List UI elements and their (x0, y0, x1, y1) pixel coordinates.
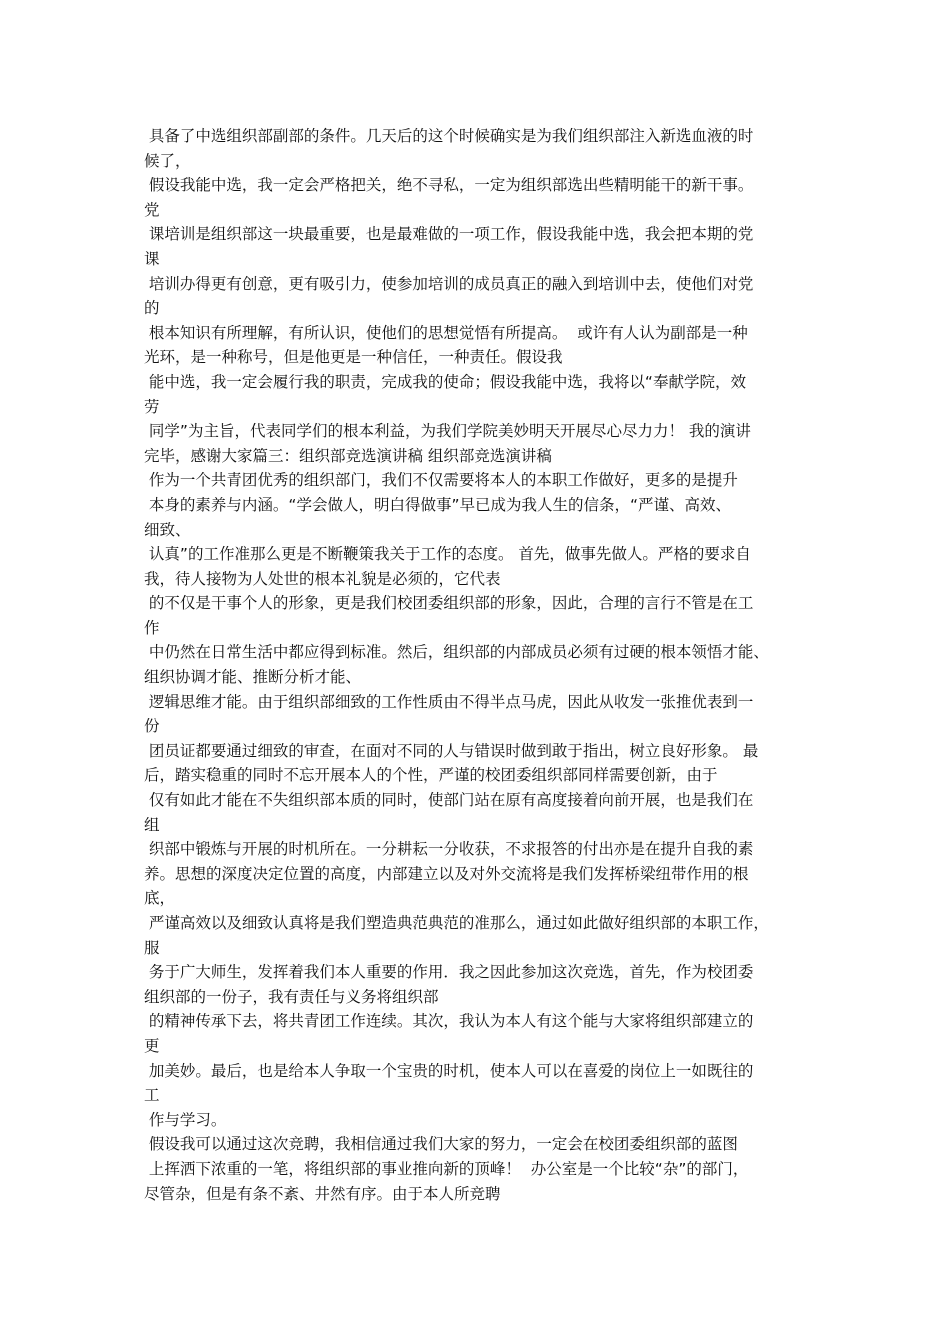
document-body (144, 124, 826, 1206)
text-line: 上挥洒下浓重的一笔，将组织部的事业推向新的顶峰！ 办公室是一个比较“杂”的部门， (144, 1159, 749, 1178)
text-line: 组织协调才能、推断分析才能、 (144, 668, 362, 687)
text-line: 完毕，感谢大家篇三：组织部竞选演讲稿 组织部竞选演讲稿 (144, 446, 552, 465)
text-line: 课培训是组织部这一块最重要，也是最难做的一项工作，假设我能中选，我会把本期的党 (144, 225, 754, 244)
text-line: 务于广大师生，发挥着我们本人重要的作用．我之因此参加这次竞选，首先，作为校团委 (144, 963, 754, 982)
text-line: 作为一个共青团优秀的组织部门，我们不仅需要将本人的本职工作做好，更多的是提升 (144, 471, 738, 490)
text-line: 逻辑思维才能。由于组织部细致的工作性质由不得半点马虎，因此从收发一张推优表到一 (144, 692, 754, 711)
text-line: 组织部的一份子，我有责任与义务将组织部 (144, 987, 439, 1006)
text-line: 的 (144, 299, 160, 318)
text-line: 能中选，我一定会履行我的职责，完成我的使命；假设我能中选，我将以“奉献学院，效 (144, 372, 746, 391)
text-line: 作 (144, 618, 160, 637)
text-line: 织部中锻炼与开展的时机所在。一分耕耘一分收获，不求报答的付出亦是在提升自我的素 (144, 840, 754, 859)
text-line: 我，待人接物为人处世的根本礼貌是必须的，它代表 (144, 569, 501, 588)
text-line: 具备了中选组织部副部的条件。几天后的这个时候确实是为我们组织部注入新选血液的时 (144, 127, 754, 145)
text-line: 的精神传承下去，将共青团工作连续。其次，我认为本人有这个能与大家将组织部建立的 (144, 1012, 754, 1031)
text-line: 假设我可以通过这次竞聘，我相信通过我们大家的努力，一定会在校团委组织部的蓝图 (144, 1135, 738, 1154)
text-line: 尽管杂，但是有条不紊、井然有序。由于本人所竞聘 (144, 1184, 501, 1203)
text-line: 党 (144, 200, 160, 219)
text-line: 根本知识有所理解，有所认识，使他们的思想觉悟有所提高。 或许有人认为副部是一种 (144, 323, 748, 342)
text-line: 培训办得更有创意，更有吸引力，使参加培训的成员真正的融入到培训中去，使他们对党 (144, 274, 754, 293)
text-line: 更 (144, 1036, 160, 1055)
text-line: 底， (144, 889, 176, 908)
text-line: 工 (144, 1086, 160, 1105)
text-line: 养。思想的深度决定位置的高度，内部建立以及对外交流将是我们发挥桥梁纽带作用的根 (144, 864, 749, 883)
text-line: 劳 (144, 397, 160, 416)
text-line: 服 (144, 938, 160, 957)
text-line: 认真”的工作准那么更是不断鞭策我关于工作的态度。 首先，做事先做人。严格的要求自 (144, 545, 751, 564)
text-line: 假设我能中选，我一定会严格把关，绝不寻私，一定为组织部选出些精明能干的新干事。 (144, 176, 754, 195)
text-line: 作与学习。 (144, 1110, 227, 1129)
text-line: 本身的素养与内涵。“学会做人，明白得做事”早已成为我人生的信条，“严谨、高效、 (144, 495, 732, 514)
text-line: 中仍然在日常生活中都应得到标准。然后，组织部的内部成员必须有过硬的根本领悟才能、 (144, 643, 769, 662)
text-line: 组 (144, 815, 160, 834)
text-line: 严谨高效以及细致认真将是我们塑造典范典范的准那么，通过如此做好组织部的本职工作， (144, 914, 769, 932)
text-line: 课 (144, 249, 160, 268)
text-line: 的不仅是干事个人的形象，更是我们校团委组织部的形象，因此，合理的言行不管是在工 (144, 594, 754, 613)
text-line: 加美妙。最后，也是给本人争取一个宝贵的时机，使本人可以在喜爱的岗位上一如既往的 (144, 1061, 754, 1080)
text-line: 份 (144, 717, 160, 736)
text-line: 候了， (144, 151, 191, 170)
text-line: 后，踏实稳重的同时不忘开展本人的个性，严谨的校团委组织部同样需要创新，由于 (144, 766, 718, 785)
text-line: 细致、 (144, 520, 191, 539)
text-line: 光环，是一种称号，但是他更是一种信任，一种责任。假设我 (144, 348, 563, 367)
text-line: 同学”为主旨，代表同学们的根本利益，为我们学院美妙明天开展尽心尽力力！ 我的演讲 (144, 422, 751, 441)
text-line: 仅有如此才能在不失组织部本质的同时，使部门站在原有高度接着向前开展，也是我们在 (144, 791, 754, 810)
text-line: 团员证都要通过细致的审查，在面对不同的人与错误时做到敢于指出，树立良好形象。 最 (144, 741, 759, 760)
